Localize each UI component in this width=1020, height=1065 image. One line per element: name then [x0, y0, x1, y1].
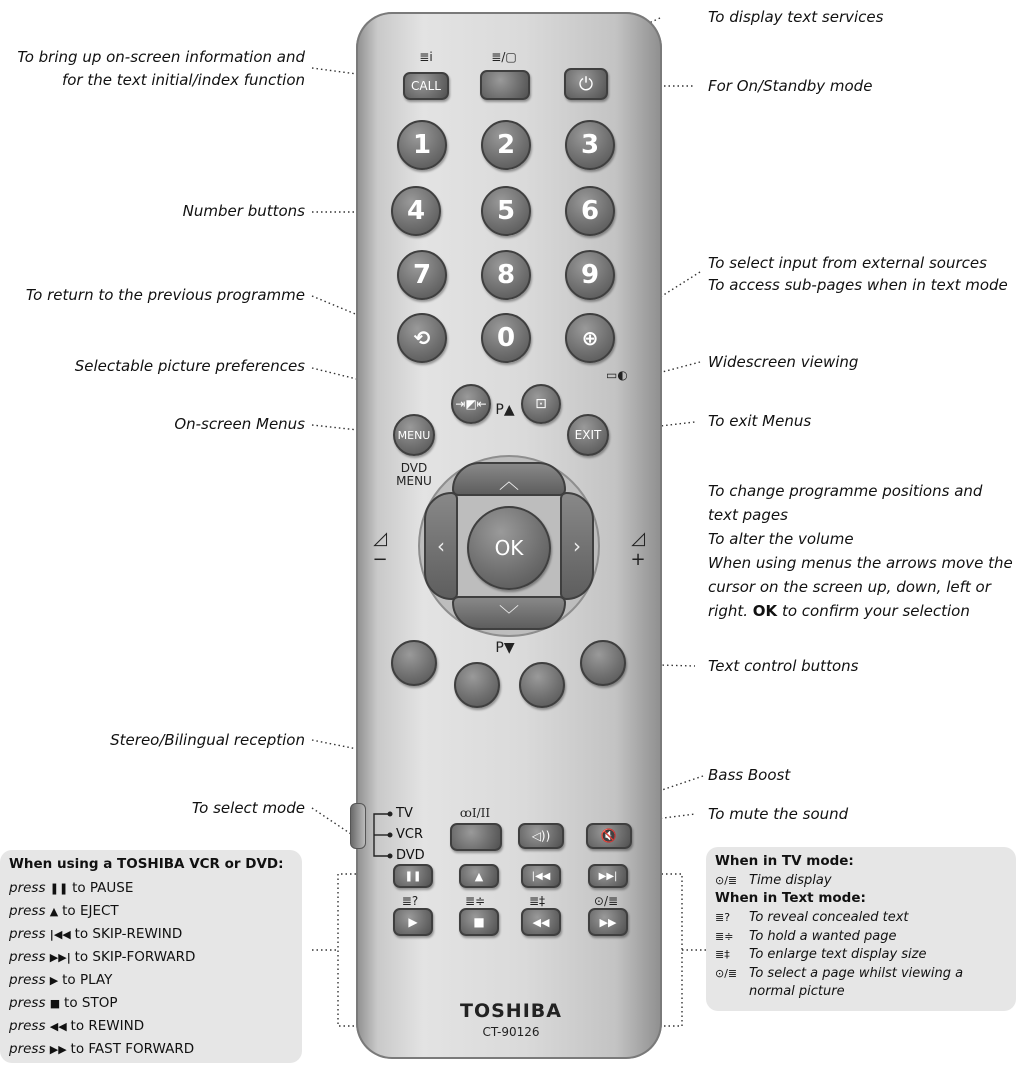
fast-forward-button[interactable]: ▶▶	[588, 908, 628, 936]
volume-up-icon: ◿ +	[630, 528, 646, 570]
label-number-buttons: Number buttons	[182, 202, 305, 220]
vcr-item-press: press	[9, 1018, 50, 1034]
label-navigation-3: To alter the volume	[708, 530, 854, 548]
text-mode-list	[715, 909, 963, 1002]
vcr-item-symbol: ▶	[49, 974, 63, 987]
label-previous-programme: To return to the previous programme	[25, 286, 305, 304]
vcr-box-title: When using a TOSHIBA VCR or DVD:	[9, 856, 284, 872]
label-external-sources-1: To select input from external sources	[708, 254, 987, 272]
volume-down-icon: ◿ −	[372, 528, 388, 570]
vcr-item-text: to SKIP-FORWARD	[74, 949, 196, 965]
vcr-item	[9, 969, 195, 992]
widescreen-button[interactable]: ⊡	[521, 384, 561, 424]
hold-icon: ≣≑	[464, 894, 486, 908]
eject-button[interactable]: ▲	[459, 864, 499, 888]
vcr-item-press: press	[9, 903, 50, 919]
number-button-1[interactable]: 1	[397, 120, 447, 170]
mode-item-icon: ≣≑	[715, 929, 734, 943]
mode-item-icon: ≣?	[715, 911, 731, 924]
pause-button[interactable]: ❚❚	[393, 864, 433, 888]
standby-button[interactable]: ⏻	[564, 68, 608, 100]
mode-item-text: To enlarge text display size	[749, 947, 927, 962]
vcr-item-text: to REWIND	[70, 1018, 145, 1034]
model-number: CT-90126	[482, 1025, 540, 1039]
label-stereo: Stereo/Bilingual reception	[110, 731, 305, 749]
mode-item-text: To reveal concealed text	[749, 910, 909, 925]
mode-selector-lines	[366, 796, 396, 862]
mode-list-item	[715, 965, 963, 984]
reveal-icon: ≣?	[401, 894, 419, 908]
external-input-button[interactable]: ⊕	[565, 313, 615, 363]
label-select-mode: To select mode	[191, 799, 305, 817]
arrow-right-button[interactable]: ›	[560, 492, 594, 600]
number-button-4[interactable]: 4	[391, 186, 441, 236]
label-external-sources-2: To access sub-pages when in text mode	[708, 276, 1008, 294]
vcr-item	[9, 923, 195, 946]
vcr-item-symbol: ▶▶|	[49, 951, 75, 964]
vcr-item	[9, 946, 195, 969]
dvd-menu-label-2: MENU	[396, 474, 432, 488]
number-button-9[interactable]: 9	[565, 250, 615, 300]
text-control-button-green[interactable]	[454, 662, 500, 708]
mode-list-item	[715, 872, 832, 891]
tv-mode-list	[715, 872, 832, 891]
number-button-3[interactable]: 3	[565, 120, 615, 170]
stop-button[interactable]: ■	[459, 908, 499, 936]
label-text-services: To display text services	[708, 8, 884, 26]
vcr-item	[9, 992, 195, 1015]
nav-prefix: right.	[708, 602, 749, 620]
text-control-button-blue[interactable]	[580, 640, 626, 686]
mode-item-text: Time display	[749, 873, 832, 888]
text-control-button-red[interactable]	[391, 640, 437, 686]
vcr-item-symbol: ▶▶	[49, 1043, 71, 1056]
label-mute: To mute the sound	[708, 805, 849, 823]
label-text-initial-2: for the text initial/index function	[61, 71, 305, 89]
label-picture-preferences: Selectable picture preferences	[74, 357, 305, 375]
vcr-item-symbol: ❚❚	[49, 882, 73, 895]
label-navigation-4: When using menus the arrows move the	[708, 554, 1013, 572]
picture-preferences-button[interactable]: ⇥◩⇤	[451, 384, 491, 424]
label-bass-boost: Bass Boost	[708, 766, 791, 784]
call-button[interactable]: CALL	[403, 72, 449, 100]
mode-list-item	[715, 946, 963, 965]
mode-item-text: To hold a wanted page	[749, 928, 897, 944]
mode-item-icon: ⊙/≣	[715, 966, 738, 980]
vcr-item-press: press	[9, 926, 50, 942]
vcr-item-press: press	[9, 1041, 50, 1057]
number-button-0[interactable]: 0	[481, 313, 531, 363]
number-button-2[interactable]: 2	[481, 120, 531, 170]
vcr-item-text: to PLAY	[62, 972, 113, 988]
mode-item-icon: ≣‡	[715, 948, 730, 961]
vcr-item-text: to FAST FORWARD	[70, 1041, 195, 1057]
p-down-label: P▼	[495, 640, 515, 656]
vcr-item-press: press	[9, 880, 50, 896]
text-mode-title: When in Text mode:	[715, 890, 866, 906]
vcr-item-text: to STOP	[64, 995, 118, 1011]
enlarge-icon: ≣‡	[528, 894, 546, 908]
text-info-icon: ≣i	[419, 50, 433, 64]
vcr-box-list	[9, 877, 195, 1061]
label-navigation-1: To change programme positions and	[708, 482, 983, 500]
stereo-label: ꝏI/II	[459, 806, 491, 820]
label-widescreen: Widescreen viewing	[708, 353, 859, 371]
bass-boost-button[interactable]: ◁))	[518, 823, 564, 849]
time-display-icon: ⊙/≣	[593, 894, 619, 908]
text-control-button-yellow[interactable]	[519, 662, 565, 708]
exit-button[interactable]: EXIT	[567, 414, 609, 456]
leader-select-mode	[312, 808, 354, 836]
mode-item-icon: ⊙/≣	[715, 874, 738, 887]
label-navigation-2: text pages	[708, 506, 788, 524]
stereo-button[interactable]	[450, 823, 502, 851]
vcr-item-text: to SKIP-REWIND	[74, 926, 183, 942]
mode-item-icon	[715, 983, 749, 1002]
label-onscreen-menus: On-screen Menus	[174, 415, 305, 433]
vcr-item-symbol: |◀◀	[49, 928, 75, 941]
number-button-7[interactable]: 7	[397, 250, 447, 300]
number-button-8[interactable]: 8	[481, 250, 531, 300]
number-button-6[interactable]: 6	[565, 186, 615, 236]
previous-programme-button[interactable]: ⟲	[397, 313, 447, 363]
play-button[interactable]: ▶	[393, 908, 433, 936]
menu-button[interactable]: MENU	[393, 414, 435, 456]
arrow-left-button[interactable]: ‹	[424, 492, 458, 600]
mute-button[interactable]: 🔇	[586, 823, 632, 849]
label-navigation-5: cursor on the screen up, down, left or	[708, 578, 991, 596]
vcr-item-press: press	[9, 949, 50, 965]
mode-item-text: normal picture	[749, 984, 845, 999]
skip-rewind-button[interactable]: |◀◀	[521, 864, 561, 888]
vcr-item	[9, 1038, 195, 1061]
p-up-label: P▲	[495, 402, 515, 418]
brand-logo: TOSHIBA	[460, 1000, 562, 1022]
ok-button[interactable]: OK	[467, 506, 551, 590]
mode-option-tv[interactable]: TV	[396, 806, 413, 821]
rewind-button[interactable]: ◀◀	[521, 908, 561, 936]
label-text-control: Text control buttons	[708, 657, 859, 675]
vcr-item	[9, 900, 195, 923]
mode-list-item	[715, 983, 963, 1002]
skip-forward-button[interactable]: ▶▶|	[588, 864, 628, 888]
arrow-up-button[interactable]: ︿	[452, 462, 566, 496]
tv-mode-title: When in TV mode:	[715, 853, 854, 869]
mode-option-dvd[interactable]: DVD	[396, 848, 425, 863]
vcr-item-text: to EJECT	[62, 903, 119, 919]
label-exit-menus: To exit Menus	[708, 412, 812, 430]
text-services-button[interactable]	[480, 70, 530, 100]
label-standby: For On/Standby mode	[708, 77, 873, 95]
label-navigation-6	[708, 601, 970, 622]
widescreen-mode-icon: ▭◐	[606, 368, 628, 382]
nav-rest: to confirm your selection	[781, 602, 970, 620]
mode-option-vcr[interactable]: VCR	[396, 827, 424, 842]
number-button-5[interactable]: 5	[481, 186, 531, 236]
label-text-initial-1: To bring up on-screen information and	[17, 48, 305, 66]
arrow-down-button[interactable]: ﹀	[452, 596, 566, 630]
mode-list-item	[715, 928, 963, 947]
nav-ok-bold: OK	[752, 602, 778, 620]
mode-list-item	[715, 909, 963, 928]
vcr-item-text: to PAUSE	[72, 880, 134, 896]
vcr-item-symbol: ▲	[49, 905, 63, 918]
vcr-item-press: press	[9, 995, 50, 1011]
vcr-item	[9, 1015, 195, 1038]
vcr-item-press: press	[9, 972, 50, 988]
mode-slider[interactable]	[350, 803, 366, 849]
text-services-icon: ≣/▢	[491, 50, 517, 64]
vcr-item	[9, 877, 195, 900]
mode-item-text: To select a page whilst viewing a	[749, 965, 964, 981]
vcr-item-symbol: ◀◀	[49, 1020, 71, 1033]
vcr-item-symbol: ■	[49, 997, 65, 1010]
dvd-menu-label-1: DVD	[400, 461, 428, 475]
